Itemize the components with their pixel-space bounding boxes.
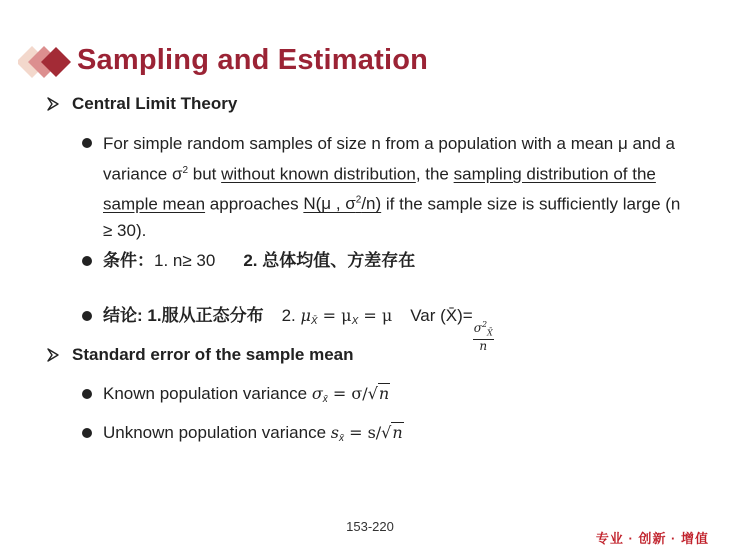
conclusion-text: 结论: 1.服从正态分布 2. $\mu_{X̄} = \mu_X = \mu$ Var (X̄)= $\frac{\sigma^2_{X̄}}{n}$ bbox=[103, 306, 493, 354]
section-heading-clt bbox=[46, 94, 237, 114]
bullet-dot-icon bbox=[82, 428, 92, 438]
section-heading-label: Central Limit Theory bbox=[72, 94, 238, 113]
unknown-variance-text: Unknown population variance $s_{x̄} = s/√n$ bbox=[103, 423, 403, 444]
bullet-dot-icon bbox=[82, 311, 92, 321]
bullet-dot-icon bbox=[82, 138, 92, 148]
bullet-dot-icon bbox=[82, 389, 92, 399]
bullet-unknown-variance bbox=[82, 421, 404, 451]
known-variance-text: Known population variance $\sigma_{x̄} = \sigma/√n$ bbox=[103, 384, 390, 405]
arrow-bullet-icon bbox=[46, 97, 60, 111]
underlined-phrase: N(μ , $\sigma^2/n$) bbox=[303, 194, 382, 214]
clt-definition-text: For simple random samples of size n from a population with a mean μ and a variance $\sigma^2$ but without known distribution, the sampling distribution of the sample mean approaches N(μ , $\sigma^2/n$) if the sample size is sufficiently large (n ≥ 30). bbox=[103, 134, 681, 240]
bullet-dot-icon bbox=[82, 256, 92, 266]
bullet-clt-definition bbox=[82, 131, 683, 244]
variance-fraction: $\frac{\sigma^2_{X̄}}{n}$ bbox=[473, 320, 493, 354]
underlined-phrase: without known distribution bbox=[221, 164, 416, 184]
slide-title: Sampling and Estimation bbox=[77, 44, 429, 76]
bullet-known-variance bbox=[82, 382, 390, 412]
section-heading-label: Standard error of the sample mean bbox=[72, 345, 354, 364]
bullet-conditions bbox=[82, 249, 415, 273]
conditions-text: 条件：1. n≥ 30 2. 总体均值、方差存在 bbox=[103, 251, 416, 270]
page-number: 153-220 bbox=[346, 519, 394, 534]
section-heading-se bbox=[46, 345, 354, 365]
slogan-text: 专业 · 创新 · 增值 bbox=[595, 531, 709, 546]
diamond-logo-icon bbox=[18, 44, 74, 80]
underlined-phrase: sampling distribution of the sample mean bbox=[103, 164, 656, 214]
arrow-bullet-icon bbox=[46, 348, 60, 362]
